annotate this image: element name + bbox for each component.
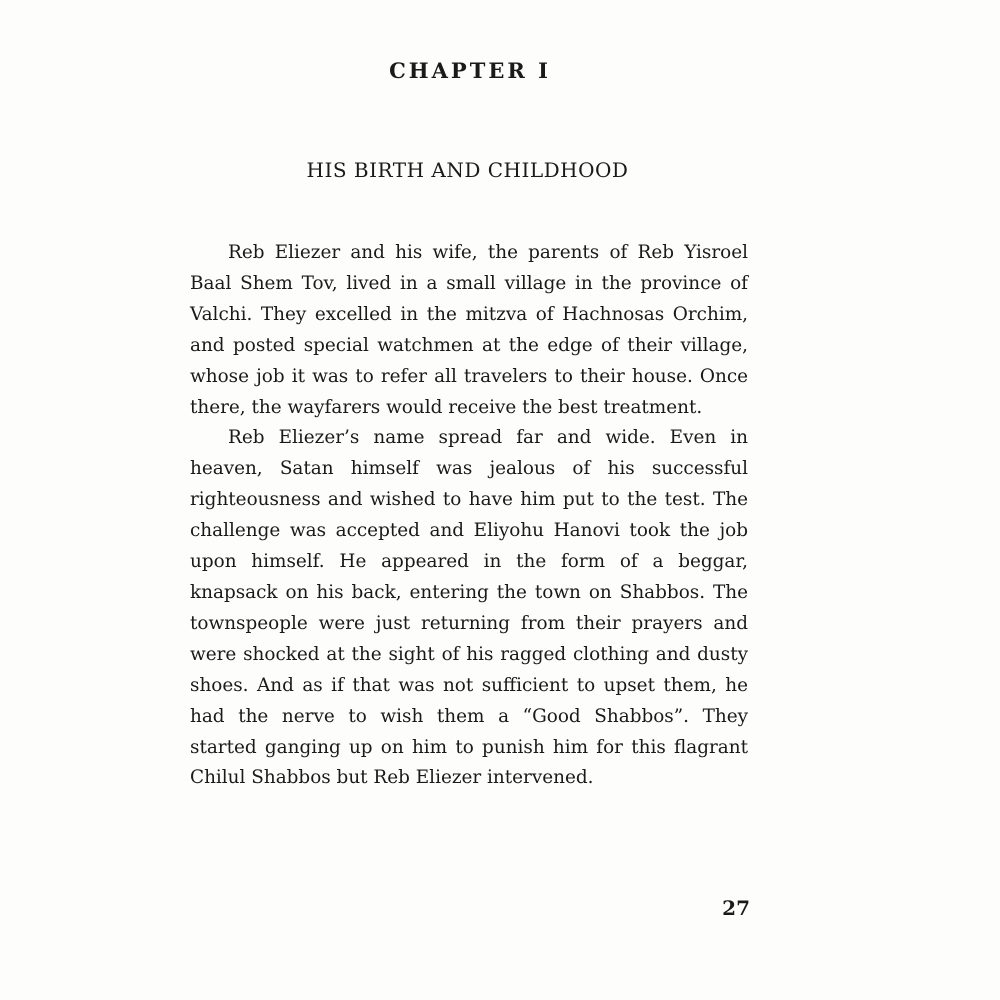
chapter-body — [190, 238, 748, 794]
paragraph-1: Reb Eliezer and his wife, the parents of Reb Yisroel Baal Shem Tov, lived in a small village in the province of Valchi. They excelled in the mitzva of Hachnosas Orchim, and posted special watchmen at the edge of their village, whose job it was to refer all travelers to their house. Once there, the wayfarers would receive the best treatment. — [190, 242, 748, 418]
chapter-title: HIS BIRTH AND CHILDHOOD — [306, 158, 629, 182]
paragraph-2: Reb Eliezer’s name spread far and wide. Even in heaven, Satan himself was jealous of his successful righteousness and wished to have him put to the test. The challenge was accepted and Eliyohu Hanovi took the job upon himself. He appeared in the form of a beggar, knapsack on his back, entering the town on Shabbos. The townspeople were just returning from their prayers and were shocked at the sight of his ragged clothing and dusty shoes. And as if that was not sufficient to upset them, he had the nerve to wish them a “Good Shabbos”. They started ganging up on him to punish him for this flagrant Chilul Shabbos but Reb Eliezer intervened. — [190, 427, 748, 789]
page-number: 27 — [722, 896, 750, 920]
chapter-label: CHAPTER I — [389, 58, 551, 83]
